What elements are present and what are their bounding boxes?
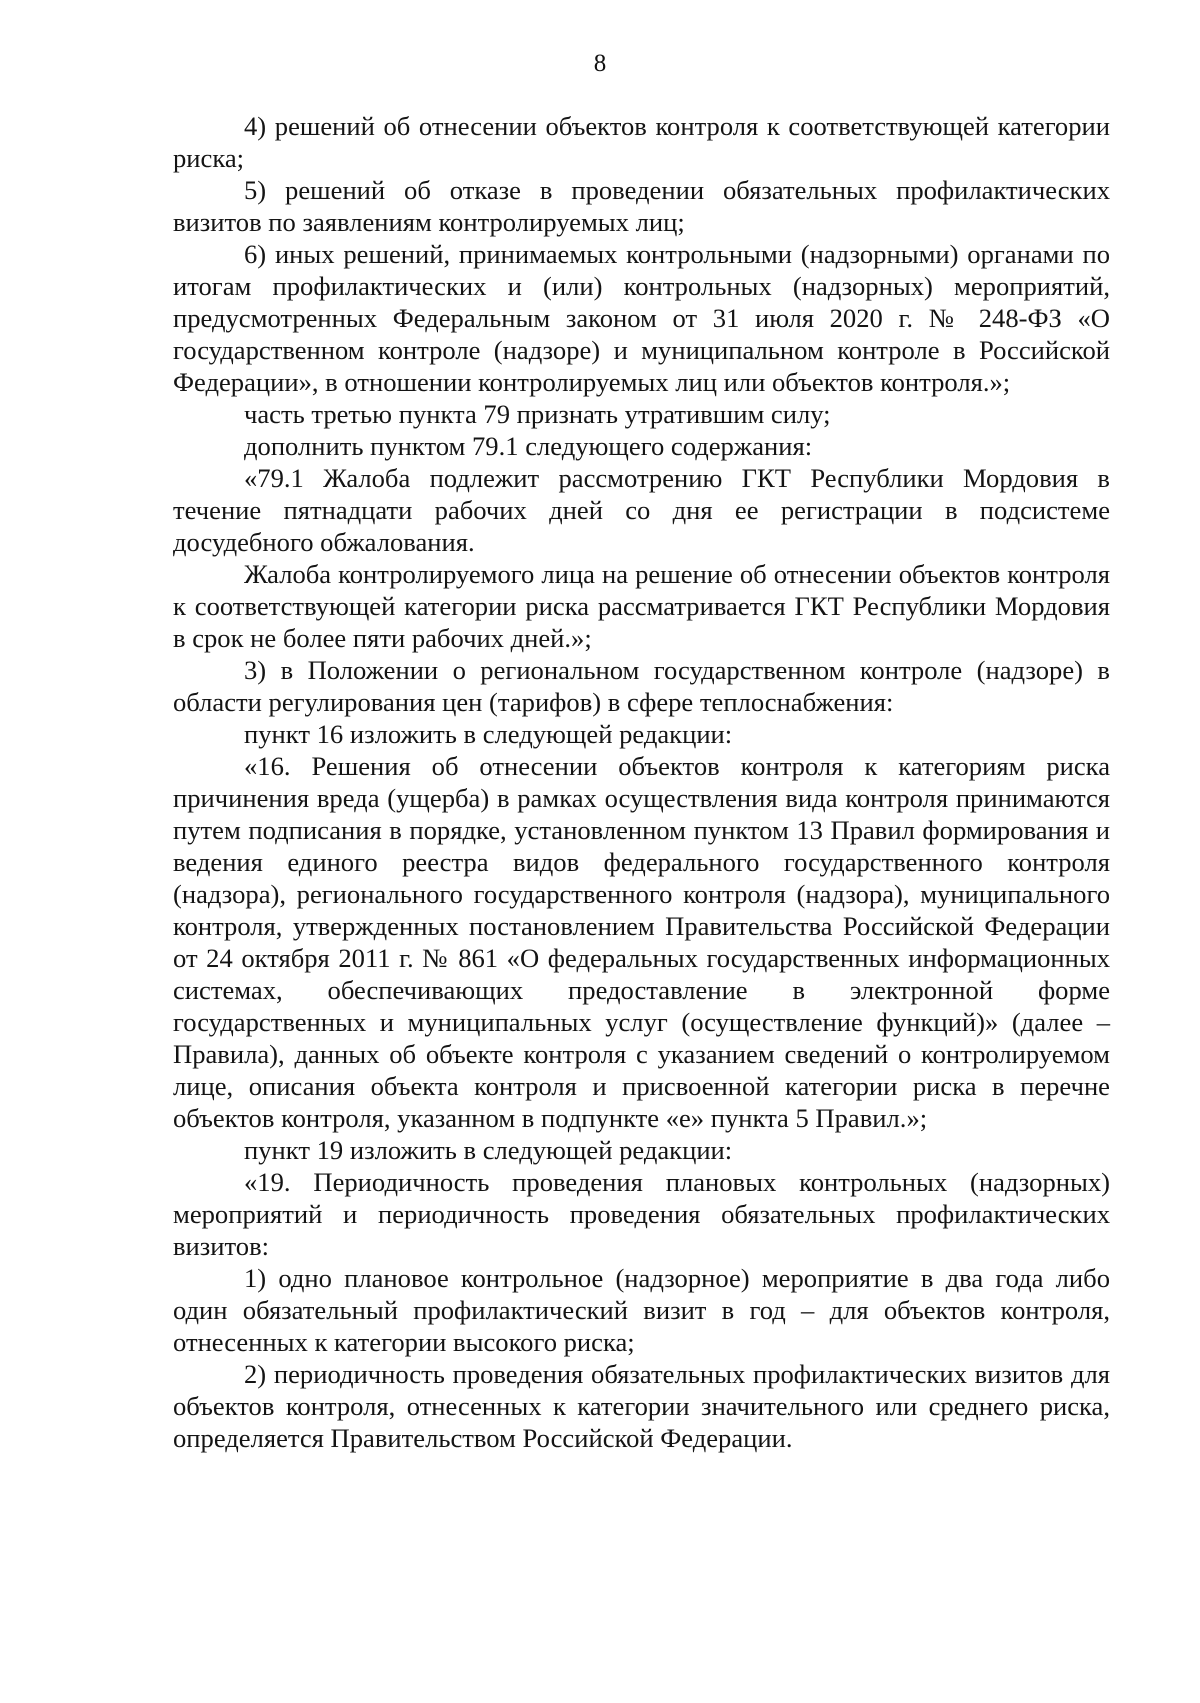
paragraph-point-19-intro: пункт 19 изложить в следующей редакции: bbox=[244, 1135, 733, 1165]
paragraph-point-16-intro: пункт 16 изложить в следующей редакции: bbox=[244, 719, 733, 749]
paragraph-part-three-79: часть третью пункта 79 признать утратившим силу; bbox=[244, 399, 831, 429]
paragraph-item-5-decisions: 5) решений об отказе в проведении обязательных профилактических визитов по заявлениям контролируемых лиц; bbox=[173, 175, 1110, 237]
paragraph-item-3-regulation: 3) в Положении о региональном государственном контроле (надзоре) в области регулирования цен (тарифов) в сфере теплоснабжения: bbox=[173, 655, 1110, 717]
paragraph-add-79-1: дополнить пунктом 79.1 следующего содержания: bbox=[244, 431, 813, 461]
paragraph-subitem-2: 2) периодичность проведения обязательных профилактических визитов для объектов контроля, отнесенных к категории значительного или среднего риска, определяется Правительством Российской Федерации. bbox=[173, 1359, 1110, 1453]
paragraph-79-1-risk-complaint: Жалоба контролируемого лица на решение об отнесении объектов контроля к соответствующей категории риска рассматривается ГКТ Республики Мордовия в срок не более пяти рабочих дней.»; bbox=[173, 559, 1110, 653]
paragraph-point-16-text: «16. Решения об отнесении объектов контроля к категориям риска причинения вреда (ущерба) в рамках осуществления вида контроля принимаются путем подписания в порядке, установленном пунктом 13 Правил формирования и ведения единого реестра видов федерального государственного контроля (надзора), регионального государственного контроля (надзора), муниципального контроля, утвержденных постановлением Правительства Российской Федерации от 24 октября 2011 г. № 861 «О федеральных государственных информационных системах, обеспечивающих предоставление в электронной форме государственных и муниципальных услуг (осуществление функций)» (далее – Правила), данных об объекте контроля с указанием сведений о контролируемом лице, описания объекта контроля и присвоенной категории риска в перечне объектов контроля, указанном в подпункте «е» пункта 5 Правил.»; bbox=[173, 751, 1110, 1133]
paragraph-subitem-1: 1) одно плановое контрольное (надзорное) мероприятие в два года либо один обязательный профилактический визит в год – для объектов контроля, отнесенных к категории высокого риска; bbox=[173, 1263, 1110, 1357]
document-body bbox=[173, 110, 1110, 1454]
paragraph-item-6-decisions: 6) иных решений, принимаемых контрольными (надзорными) органами по итогам профилактических и (или) контрольных (надзорных) мероприятий, предусмотренных Федеральным законом от 31 июля 2020 г. № 248-ФЗ «О государственном контроле (надзоре) и муниципальном контроле в Российской Федерации», в отношении контролируемых лиц или объектов контроля.»; bbox=[173, 239, 1110, 397]
paragraph-point-19-text: «19. Периодичность проведения плановых контрольных (надзорных) мероприятий и периодичность проведения обязательных профилактических визитов: bbox=[173, 1167, 1110, 1261]
paragraph-item-4-decisions: 4) решений об отнесении объектов контроля к соответствующей категории риска; bbox=[173, 111, 1110, 173]
page-number: 8 bbox=[593, 50, 607, 77]
paragraph-79-1-complaint: «79.1 Жалоба подлежит рассмотрению ГКТ Республики Мордовия в течение пятнадцати рабочих дней со дня ее регистрации в подсистеме досудебного обжалования. bbox=[173, 463, 1110, 557]
